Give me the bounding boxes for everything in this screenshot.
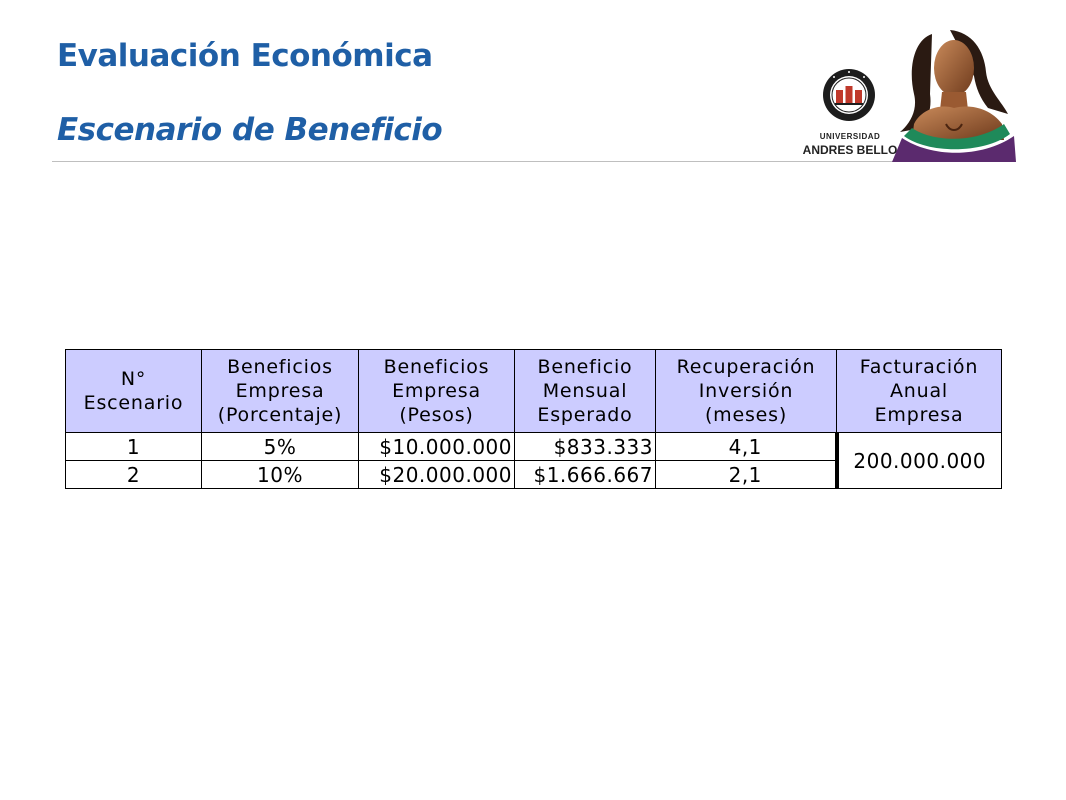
scenario-table <box>65 349 1002 489</box>
cell-pesos: $20.000.000 <box>359 461 515 489</box>
cell-scenario: 1 <box>66 433 202 461</box>
header-line: Recuperación <box>676 356 816 378</box>
table-header-row <box>66 350 1002 433</box>
header-line: Empresa <box>235 380 325 402</box>
header-line: Facturación <box>859 356 979 378</box>
header-line: Escenario <box>83 392 184 414</box>
cell-months: 2,1 <box>656 461 837 489</box>
header-line: (meses) <box>704 404 788 426</box>
header-line: (Pesos) <box>399 404 474 426</box>
page-title: Evaluación Económica <box>57 38 433 74</box>
header-line: Beneficios <box>227 356 333 378</box>
cell-scenario: 2 <box>66 461 202 489</box>
cell-monthly: $1.666.667 <box>515 461 656 489</box>
cell-percent: 5% <box>202 433 359 461</box>
bust-figure-icon <box>892 28 1016 162</box>
table-row <box>66 433 1002 461</box>
page-subtitle: Escenario de Beneficio <box>57 112 443 148</box>
logo-line-2: ANDRES BELLO <box>802 143 898 157</box>
header-line: Anual <box>889 380 948 402</box>
header-benefit-percent <box>202 350 359 433</box>
cell-percent: 10% <box>202 461 359 489</box>
cell-annual-billing: 200.000.000 <box>837 433 1002 489</box>
cell-monthly: $833.333 <box>515 433 656 461</box>
logo-line-1: UNIVERSIDAD <box>819 132 881 141</box>
header-line: Inversión <box>698 380 794 402</box>
university-seal-icon <box>822 68 876 122</box>
header-scenario <box>66 350 202 433</box>
header-line: (Porcentaje) <box>217 404 343 426</box>
header-line: Esperado <box>537 404 633 426</box>
header-line: Empresa <box>392 380 481 402</box>
header-line: Empresa <box>874 404 964 426</box>
university-logo <box>800 28 1016 162</box>
header-line: Beneficio <box>537 356 633 378</box>
header-line: Beneficios <box>383 356 490 378</box>
header-line: Mensual <box>542 380 628 402</box>
header-monthly-benefit <box>515 350 656 433</box>
header-annual-billing <box>837 350 1002 433</box>
cell-pesos: $10.000.000 <box>359 433 515 461</box>
header-recovery-months <box>656 350 837 433</box>
header-benefit-pesos <box>359 350 515 433</box>
header-line: N° <box>120 368 147 390</box>
cell-months: 4,1 <box>656 433 837 461</box>
